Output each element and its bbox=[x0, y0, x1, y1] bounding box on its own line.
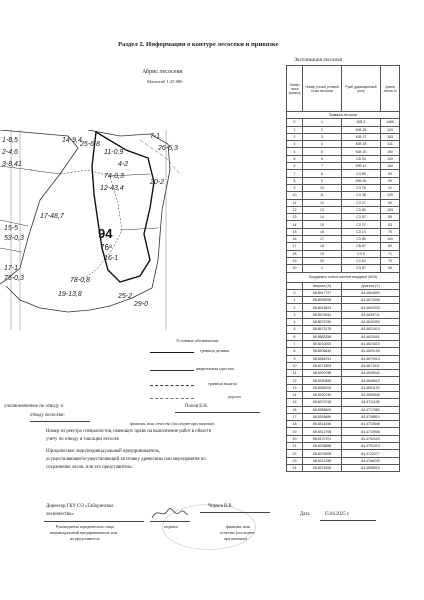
coord-cell: 64.4620401 bbox=[342, 333, 400, 340]
plot-label: 75-0,3 bbox=[4, 275, 24, 282]
coord-cell: 64.4604800 bbox=[342, 289, 400, 296]
explication-cell: 311 bbox=[381, 141, 400, 148]
explication-cell: 6 bbox=[287, 163, 303, 170]
resp-name-caption: фамилия, имя, отчество (последнее при наличии) bbox=[130, 421, 215, 426]
sign-org: Директор ГКУ СО «Таборинское bbox=[46, 504, 114, 509]
coord-row bbox=[287, 399, 400, 406]
explication-cell: 4 bbox=[287, 148, 303, 155]
coord-header-lon: Долгота (Y) bbox=[342, 282, 400, 289]
coord-row bbox=[287, 428, 400, 435]
coord-cell: 58.8170701 bbox=[303, 435, 342, 442]
coord-cell: 58.8297016 bbox=[303, 399, 342, 406]
plot-label: 53-0,3 bbox=[4, 235, 24, 242]
coord-cell: 58.8210000 bbox=[303, 340, 342, 347]
explication-row bbox=[287, 170, 400, 177]
sign-cap-fio-3: при наличии) bbox=[224, 536, 247, 541]
plot-label: 78-0,8 bbox=[70, 277, 90, 284]
explication-cell: ЮВ 15 bbox=[342, 148, 381, 155]
explication-cell: 11 bbox=[303, 192, 342, 199]
explication-cell: 7 bbox=[287, 170, 303, 177]
sign-org-2: лесничество» bbox=[46, 512, 74, 517]
coord-cell: 64.4646510 bbox=[342, 377, 400, 384]
coord-row bbox=[287, 457, 400, 464]
section-title: Раздел 2. Информация о контуре лесосеки и привязке bbox=[118, 41, 279, 48]
coord-cell: 64.4674306 bbox=[342, 297, 400, 304]
coord-cell: 64.4621610 bbox=[342, 340, 400, 347]
coord-cell: 21 bbox=[287, 443, 303, 450]
coord-row bbox=[287, 355, 400, 362]
plot-label: 3-8,41 bbox=[2, 161, 22, 168]
explication-cell: СЗ 27 bbox=[342, 221, 381, 228]
plot-label: 29-0 bbox=[134, 301, 149, 308]
plot-label: 16-1 bbox=[104, 255, 119, 262]
section-binding: Привязка лесосеки bbox=[287, 112, 400, 119]
explication-row bbox=[287, 257, 400, 264]
coord-cell: 9 bbox=[287, 355, 303, 362]
coord-cell: 13 bbox=[287, 384, 303, 391]
explication-cell: СЗ 14 bbox=[342, 228, 381, 235]
explication-cell: СЗ 89 bbox=[342, 236, 381, 243]
explication-cell: СВ 87 bbox=[342, 243, 381, 250]
block-area: 76⁸ bbox=[100, 243, 113, 252]
explication-cell: ЮВ 28 bbox=[342, 141, 381, 148]
explication-cell: 183 bbox=[381, 133, 400, 140]
coord-cell: 8 bbox=[287, 348, 303, 355]
coord-row bbox=[287, 319, 400, 326]
coord-cell: 64.4791013 bbox=[342, 443, 400, 450]
explication-cell: СЗ 89 bbox=[342, 170, 381, 177]
explication-row bbox=[287, 126, 400, 133]
explication-row bbox=[287, 148, 400, 155]
explication-row bbox=[287, 177, 400, 184]
plot-label: 4-2 bbox=[118, 161, 129, 168]
legend-title: Условные обозначения: bbox=[176, 338, 219, 343]
explication-cell: 9 bbox=[303, 177, 342, 184]
coord-row bbox=[287, 326, 400, 333]
sign-date-label: Дата bbox=[300, 512, 310, 517]
explication-cell: 0 bbox=[287, 119, 303, 126]
coord-cell: 58.8935999 bbox=[303, 297, 342, 304]
explication-cell: 17 bbox=[303, 236, 342, 243]
explication-cell: ЮВ 35 bbox=[342, 177, 381, 184]
coord-cell: 24 bbox=[287, 464, 303, 471]
coord-cell: 64.4639711 bbox=[342, 311, 400, 318]
explication-cell: 1 bbox=[287, 126, 303, 133]
coord-cell: 64.4717982 bbox=[342, 406, 400, 413]
coord-cell: 7 bbox=[287, 340, 303, 347]
explication-row bbox=[287, 228, 400, 235]
explication-cell: 1 bbox=[303, 265, 342, 272]
coord-cell: 64.4620100 bbox=[342, 348, 400, 355]
coord-cell: 64.4635942 bbox=[342, 370, 400, 377]
explication-cell: 59 bbox=[381, 170, 400, 177]
coord-cell: 58.8266791 bbox=[303, 355, 342, 362]
coords-note: Координаты точек в системе координат (МСК) bbox=[287, 272, 400, 282]
coord-cell: 58.8221285 bbox=[303, 457, 342, 464]
plot-label: 7-1 bbox=[150, 133, 161, 140]
coord-cell: 17 bbox=[287, 413, 303, 420]
explication-cell: СЗ 9 bbox=[342, 250, 381, 257]
explication-row bbox=[287, 214, 400, 221]
coord-cell: 58.8318680 bbox=[303, 413, 342, 420]
explication-cell: 2 bbox=[287, 133, 303, 140]
explication-cell: 13 bbox=[287, 214, 303, 221]
explication-table bbox=[286, 65, 400, 472]
coord-row bbox=[287, 304, 400, 311]
explication-cell: 50 bbox=[381, 199, 400, 206]
explication-cell: 75 bbox=[381, 228, 400, 235]
explication-cell: 15 bbox=[287, 228, 303, 235]
coord-row bbox=[287, 340, 400, 347]
explication-cell: 17 bbox=[287, 243, 303, 250]
coord-cell: 58.8314256 bbox=[303, 421, 342, 428]
explication-cell: СЗ 80 bbox=[342, 206, 381, 213]
coord-row bbox=[287, 450, 400, 457]
sign-cap-2: индивидуальный предприниматель или bbox=[50, 530, 118, 535]
plot-label: 11-0,9 bbox=[104, 149, 124, 156]
explication-cell: СЗ 76 bbox=[342, 184, 381, 191]
plot-label: 17-48,7 bbox=[40, 213, 64, 220]
coord-cell: 58.8280486 bbox=[303, 377, 342, 384]
explication-cell: 95 bbox=[381, 177, 400, 184]
col-header-rumb: Румб (дирекционный угол) bbox=[342, 66, 381, 112]
explication-cell: 16 bbox=[287, 236, 303, 243]
explication-cell: 18 bbox=[287, 250, 303, 257]
explication-row bbox=[287, 265, 400, 272]
explication-row bbox=[287, 133, 400, 140]
explication-cell: 13 bbox=[303, 206, 342, 213]
coord-cell: 64.4711108 bbox=[342, 399, 400, 406]
coord-cell: 58.8286600 bbox=[303, 406, 342, 413]
coord-cell: 0 bbox=[287, 289, 303, 296]
explication-cell: 16 bbox=[303, 228, 342, 235]
explication-cell: 8 bbox=[303, 170, 342, 177]
coord-cell: 64.4671911 bbox=[342, 362, 400, 369]
coord-cell: 58.8913624 bbox=[303, 304, 342, 311]
explication-cell: 7 bbox=[303, 163, 342, 170]
plot-label: 14-9,4 bbox=[62, 137, 82, 144]
sign-cap-1: Руководитель юридического лица, bbox=[56, 524, 115, 529]
explication-cell: 14 bbox=[303, 214, 342, 221]
explication-cell: 2 bbox=[303, 126, 342, 133]
coord-cell: 58.8286200 bbox=[303, 384, 342, 391]
explication-cell: ЮВ 41 bbox=[342, 163, 381, 170]
explication-row bbox=[287, 163, 400, 170]
coord-cell: 58.8573175 bbox=[303, 326, 342, 333]
col-header-corner: Номер (точки) угловой точки лесосеки bbox=[303, 66, 342, 112]
coord-cell: 14 bbox=[287, 391, 303, 398]
sign-signer: Чирков В.В. bbox=[208, 504, 233, 509]
explication-cell: 53 bbox=[381, 221, 400, 228]
coord-cell: 58.8583356 bbox=[303, 333, 342, 340]
explication-cell: 14 bbox=[287, 221, 303, 228]
resp-label-1: уполномоченное по отводу и bbox=[4, 404, 64, 409]
coord-row bbox=[287, 348, 400, 355]
coord-row bbox=[287, 333, 400, 340]
coord-cell: 58.8579760 bbox=[303, 319, 342, 326]
explication-cell: СЗ 87 bbox=[342, 265, 381, 272]
coord-cell: 64.4652333 bbox=[342, 304, 400, 311]
legend-item-roads: дороги bbox=[228, 394, 241, 399]
explication-cell: 95 bbox=[381, 265, 400, 272]
block-number: 94 bbox=[98, 226, 113, 241]
explication-cell: СЗ 38 bbox=[342, 192, 381, 199]
plot-label: 25-2 bbox=[118, 293, 133, 300]
coord-row bbox=[287, 464, 400, 471]
sign-cap-3: их представитель bbox=[70, 536, 100, 541]
sign-date: 15.04.2025 г. bbox=[324, 512, 350, 517]
explication-row bbox=[287, 250, 400, 257]
explication-cell: 19 bbox=[287, 257, 303, 264]
legend-line-cutting bbox=[150, 352, 194, 353]
coord-row bbox=[287, 311, 400, 318]
explication-cell: СВ 54 bbox=[342, 155, 381, 162]
explication-cell: 18 bbox=[303, 243, 342, 250]
explication-cell: 5 bbox=[303, 148, 342, 155]
coord-cell: 58.8290740 bbox=[303, 391, 342, 398]
explication-cell: 1485 bbox=[381, 119, 400, 126]
coord-cell: 15 bbox=[287, 399, 303, 406]
legend-line-vydel bbox=[150, 385, 194, 386]
coord-cell: 64.4658910 bbox=[342, 464, 400, 471]
explication-cell: ЮВ 25 bbox=[342, 126, 381, 133]
coord-cell: 58.8226658 bbox=[303, 443, 342, 450]
explication-cell: 3 bbox=[303, 133, 342, 140]
coord-cell: 4 bbox=[287, 319, 303, 326]
coord-cell: 64.4642453 bbox=[342, 319, 400, 326]
explication-cell: 71 bbox=[381, 250, 400, 257]
explication-cell: 80 bbox=[381, 243, 400, 250]
sign-cap-fio-2: отчество (последнее bbox=[220, 530, 255, 535]
coord-cell: 5 bbox=[287, 326, 303, 333]
coord-cell: 64.4715946 bbox=[342, 428, 400, 435]
coord-cell: 12 bbox=[287, 377, 303, 384]
coord-cell: 64.4621913 bbox=[342, 326, 400, 333]
explication-cell: 12 bbox=[287, 206, 303, 213]
legend-item-cutting: граница деляны bbox=[200, 348, 230, 353]
coord-cell: 64.4690540 bbox=[342, 391, 400, 398]
legend-item-vydel: граница выдела bbox=[208, 381, 237, 386]
coord-cell: 64.4710548 bbox=[342, 421, 400, 428]
coord-cell: 1 bbox=[287, 297, 303, 304]
explication-cell: 3 bbox=[287, 141, 303, 148]
explication-row bbox=[287, 184, 400, 191]
explication-row bbox=[287, 119, 400, 126]
explication-cell: 11 bbox=[287, 199, 303, 206]
explication-row bbox=[287, 199, 400, 206]
explication-cell: 20 bbox=[287, 265, 303, 272]
sign-cap-fio-1: фамилия, имя, bbox=[226, 524, 251, 529]
coord-cell: 20 bbox=[287, 435, 303, 442]
coord-header-lat: Широта (Х) bbox=[303, 282, 342, 289]
resp-line-1: Номер из реестра специалистов, имеющих право на выполнение работ в области bbox=[46, 429, 212, 434]
explication-cell: 100 bbox=[381, 155, 400, 162]
abris-map bbox=[0, 130, 284, 330]
coord-cell: 64.4708810 bbox=[342, 413, 400, 420]
coord-row bbox=[287, 289, 400, 296]
map-scale: Масштаб 1:25 000 bbox=[147, 79, 183, 84]
explication-cell: 5 bbox=[287, 155, 303, 162]
plot-label: 1-8,5 bbox=[2, 137, 18, 144]
resp-label-2: отводу лесосеки: bbox=[30, 413, 65, 418]
resp-line-4: осуществляющее/осуществляющий заготовку древесины или мероприятия по bbox=[46, 457, 206, 462]
explication-cell: 85 bbox=[381, 214, 400, 221]
explication-cell: 1 bbox=[303, 119, 342, 126]
coord-cell: 58.8229008 bbox=[303, 450, 342, 457]
explication-cell: 120 bbox=[381, 126, 400, 133]
explication-row bbox=[287, 221, 400, 228]
explication-cell: 41 bbox=[381, 184, 400, 191]
explication-cell: 153 bbox=[381, 206, 400, 213]
coord-row bbox=[287, 413, 400, 420]
coord-cell: 3 bbox=[287, 311, 303, 318]
explication-row bbox=[287, 155, 400, 162]
coord-cell: 58.8579944 bbox=[303, 311, 342, 318]
coord-cell: 64.4670913 bbox=[342, 355, 400, 362]
plot-label: 2-4,6 bbox=[2, 149, 18, 156]
coord-row bbox=[287, 435, 400, 442]
coord-cell: 16 bbox=[287, 406, 303, 413]
explication-cell: 70 bbox=[381, 257, 400, 264]
explication-row bbox=[287, 206, 400, 213]
explication-cell: ЮВ 27 bbox=[342, 133, 381, 140]
col-header-length: Длина линии, м bbox=[381, 66, 400, 112]
resp-name: Попов Б.Н. bbox=[185, 404, 208, 409]
coord-row bbox=[287, 421, 400, 428]
plot-label: 20-2 bbox=[150, 179, 165, 186]
explication-cell: 4 bbox=[303, 141, 342, 148]
coord-cell: 58.8200788 bbox=[303, 370, 342, 377]
explication-cell: СЗ 62 bbox=[342, 257, 381, 264]
coord-cell: 19 bbox=[287, 428, 303, 435]
handwritten-signature bbox=[150, 504, 190, 522]
coord-cell: 10 bbox=[287, 362, 303, 369]
coord-row bbox=[287, 370, 400, 377]
coord-cell: 11 bbox=[287, 370, 303, 377]
plot-label: 17-1 bbox=[4, 265, 19, 272]
plot-label: 19-13,8 bbox=[58, 291, 82, 298]
coord-cell: 2 bbox=[287, 304, 303, 311]
coord-cell: 64.4752009 bbox=[342, 435, 400, 442]
coord-row bbox=[287, 384, 400, 391]
coord-row bbox=[287, 406, 400, 413]
coord-row bbox=[287, 377, 400, 384]
coord-cell: 58.8221590 bbox=[303, 464, 342, 471]
explication-cell: ЮВ 3 bbox=[342, 119, 381, 126]
explication-cell: 150 bbox=[381, 148, 400, 155]
explication-cell: 100 bbox=[381, 236, 400, 243]
abris-title: Абрис лесосеки bbox=[142, 69, 183, 75]
explication-cell: 12 bbox=[303, 199, 342, 206]
explication-row bbox=[287, 192, 400, 199]
explication-cell: 9 bbox=[287, 184, 303, 191]
explication-cell: СЗ 27 bbox=[342, 199, 381, 206]
plot-label: 15-5 bbox=[4, 225, 19, 232]
coord-cell: 6 bbox=[287, 333, 303, 340]
coord-cell: 64.4766240 bbox=[342, 457, 400, 464]
legend-line-roads bbox=[150, 398, 194, 399]
plot-label: 26-5,3 bbox=[158, 145, 178, 152]
explication-cell: 8 bbox=[287, 177, 303, 184]
coord-cell: 22 bbox=[287, 450, 303, 457]
col-header-point: Номер точки (пункта) bbox=[287, 66, 303, 112]
explication-cell: 10 bbox=[287, 192, 303, 199]
resp-line-5: сохранению лесов, или его представитель: bbox=[46, 465, 133, 470]
coord-cell: 18 bbox=[287, 421, 303, 428]
explication-cell: 120 bbox=[381, 192, 400, 199]
coord-cell: 58.8206840 bbox=[303, 348, 342, 355]
explication-cell: СЗ 57 bbox=[342, 214, 381, 221]
plot-label: 12-43,4 bbox=[100, 185, 124, 192]
explication-row bbox=[287, 243, 400, 250]
explication-cell: 15 bbox=[303, 221, 342, 228]
legend-line-quarter bbox=[150, 370, 194, 371]
resp-line-2: учету по отводу и таксации лесосек bbox=[46, 437, 120, 442]
explication-row bbox=[287, 236, 400, 243]
explication-row bbox=[287, 141, 400, 148]
coord-cell: 23 bbox=[287, 457, 303, 464]
plot-label: 74-0,3 bbox=[104, 173, 124, 180]
explication-title: Экспликация лесосеки bbox=[294, 58, 343, 63]
coord-row bbox=[287, 391, 400, 398]
coord-row bbox=[287, 297, 400, 304]
sign-cap-signature: подпись bbox=[164, 524, 178, 529]
coord-cell: 58.8271804 bbox=[303, 362, 342, 369]
coord-row bbox=[287, 362, 400, 369]
resp-line-3: Юридическое лицо/индивидуальный предприниматель, bbox=[46, 449, 161, 454]
coord-cell: 58.8312708 bbox=[303, 428, 342, 435]
explication-cell: 160 bbox=[381, 163, 400, 170]
explication-cell: 20 bbox=[303, 257, 342, 264]
plot-label: 25-6,8 bbox=[80, 141, 100, 148]
explication-cell: 10 bbox=[303, 184, 342, 191]
coord-cell: 64.4651120 bbox=[342, 384, 400, 391]
coord-cell: 58.8947727 bbox=[303, 289, 342, 296]
explication-cell: 19 bbox=[303, 250, 342, 257]
coord-cell: 64.4722277 bbox=[342, 450, 400, 457]
coord-row bbox=[287, 443, 400, 450]
explication-cell: 6 bbox=[303, 155, 342, 162]
legend-item-quarter: квартальная просека bbox=[196, 366, 234, 371]
